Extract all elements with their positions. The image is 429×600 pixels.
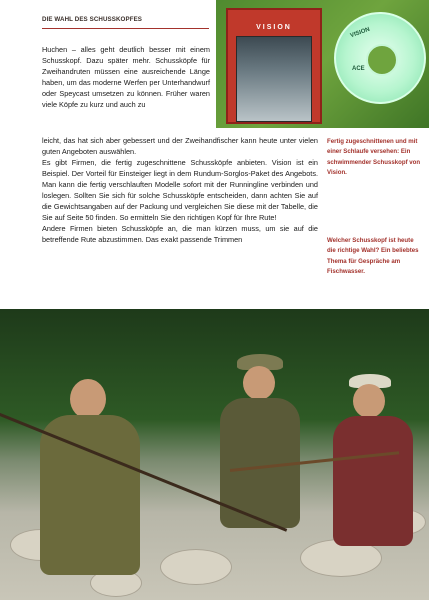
paragraph: Andere Firmen bieten Schussköpfe an, die man kürzen muss, um sie auf die betreffende Rute abzustimmen. Das exakt passende Trimmen xyxy=(42,224,318,244)
paragraph: leicht, das hat sich aber gebessert und der Zweihandfischer kann heute unter vielen guten Angeboten auswählen. xyxy=(42,136,318,156)
caption-product: Fertig zugeschnittenen und mit einer Schlaufe versehen: Ein schwimmender Schusskopf von Vision. xyxy=(327,138,421,176)
line-spool xyxy=(334,12,426,104)
angler-body xyxy=(333,416,413,546)
product-photo xyxy=(216,0,429,128)
spool-model: ACE xyxy=(352,66,365,72)
line-box xyxy=(226,8,322,124)
rock xyxy=(160,549,232,585)
paragraph: Es gibt Firmen, die fertig zugeschnittene Schussköpfe anbieten. Vision ist ein Beispiel. Der Vorteil für Einsteiger liegt in dem Rundum-Sorglos-Paket des Angebots. Man kann die fertig verschlauften Modelle sofort mit der Runningline verbinden und loslegen. Sollten Sie sich für solche Schussköpfe entscheiden, dann achten Sie auf die Gewichtsangaben auf der Packung und vergleichen Sie diese mit der Tabelle, die Sie auf Seite 50 finden. So ermitteln Sie den richtigen Kopf für Ihre Rute! xyxy=(42,158,318,222)
body-text-wide xyxy=(42,135,318,245)
angler-body xyxy=(40,415,140,575)
box-picture xyxy=(236,36,312,122)
angler-right xyxy=(325,374,420,554)
spool-hole xyxy=(366,44,398,76)
spool-brand: VISION xyxy=(349,26,371,40)
body-text-narrow xyxy=(42,44,210,110)
angler-left xyxy=(20,379,140,579)
paragraph: Huchen – alles geht deutlich besser mit einem Schusskopf. Dazu später mehr. Schussköpfe für Zweihandruten müssen eine ausreichende Länge haben, um das moderne Werfen per Unterhandwurf oder Speycast umsetzen zu können. Früher waren viele Köpfe zu kurz und auch zu xyxy=(42,45,210,109)
anglers-photo xyxy=(0,309,429,600)
box-brand: VISION xyxy=(256,24,292,31)
angler-head xyxy=(70,379,106,419)
caption-anglers: Welcher Schusskopf ist heute die richtige Wahl? Ein beliebtes Thema für Gespräche am Fischwasser. xyxy=(327,237,419,275)
angler-head xyxy=(243,366,275,400)
section-heading: DIE WAHL DES SCHUSSKOPFES xyxy=(42,16,143,23)
heading-rule xyxy=(42,28,209,29)
angler-head xyxy=(353,384,385,418)
